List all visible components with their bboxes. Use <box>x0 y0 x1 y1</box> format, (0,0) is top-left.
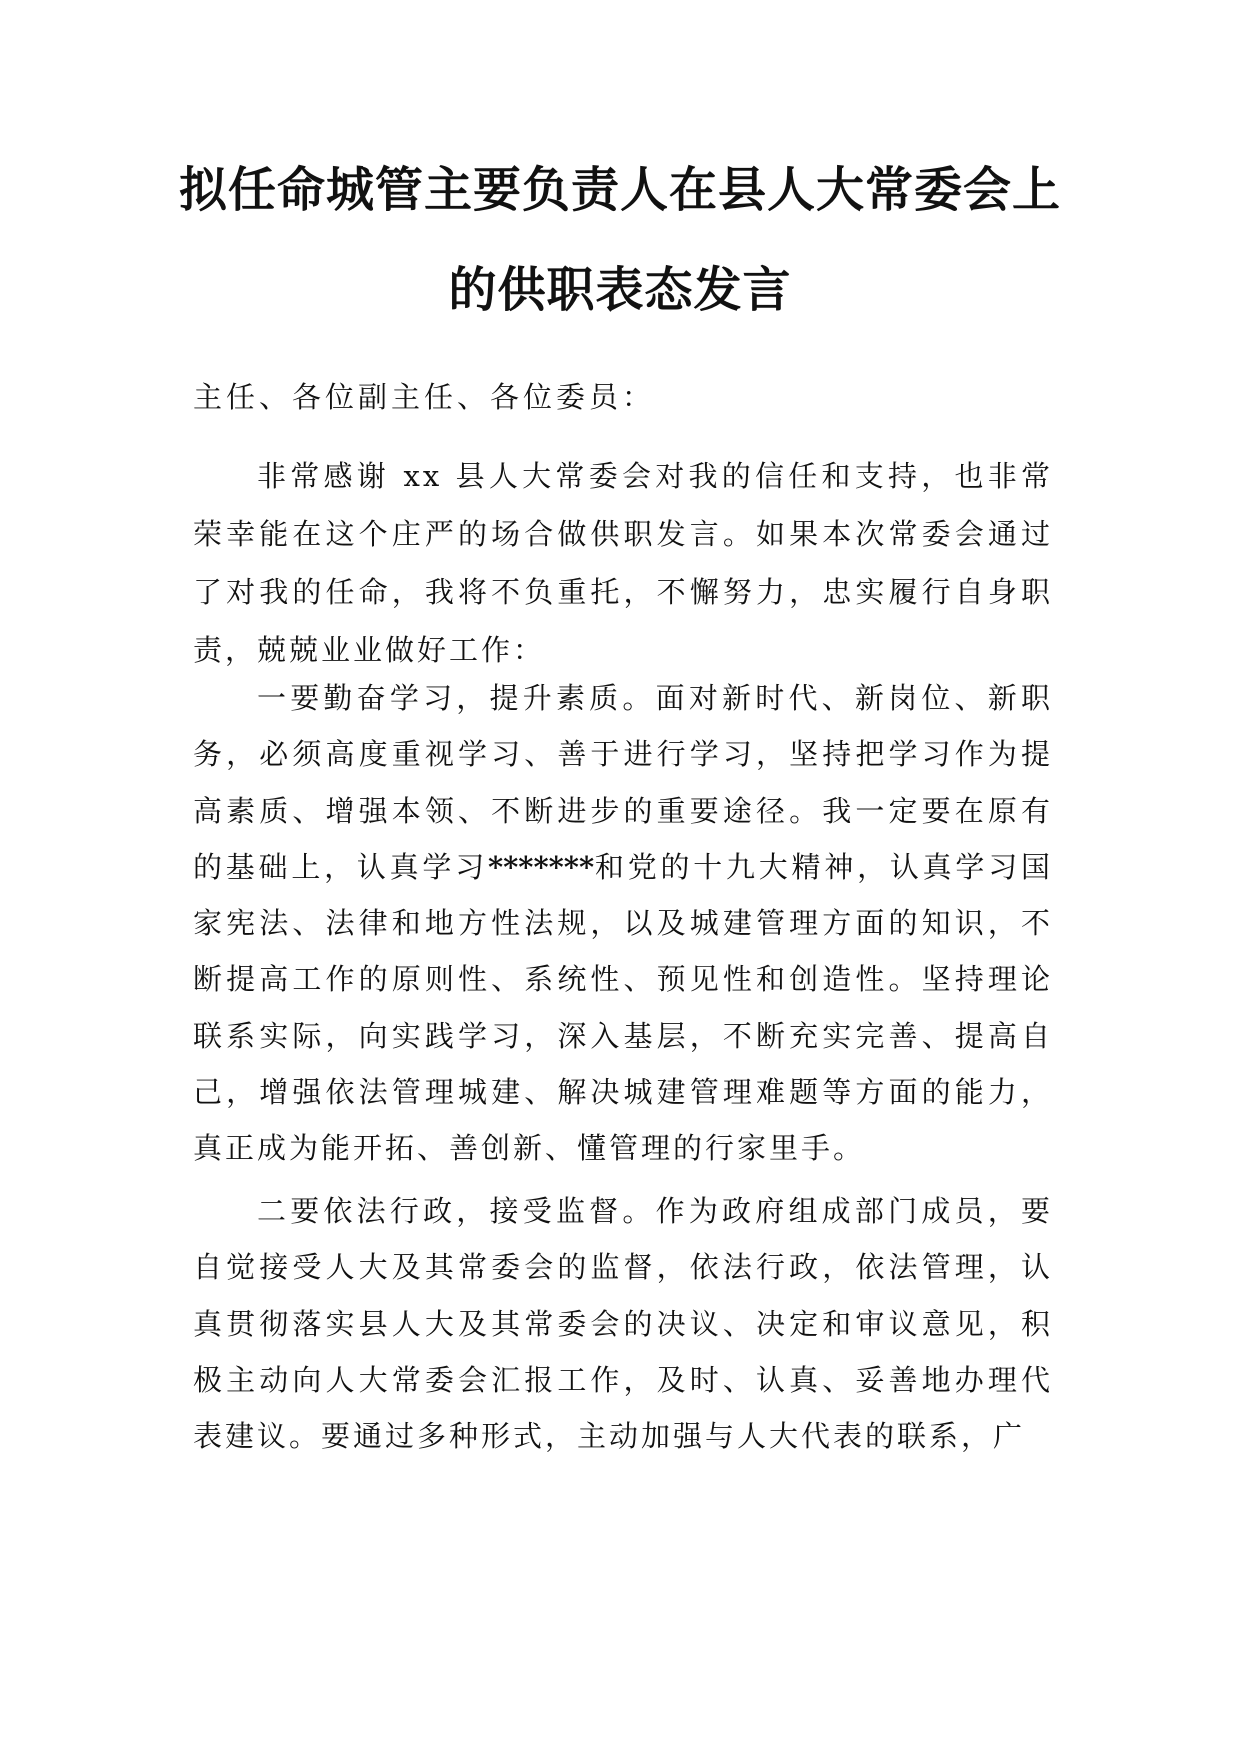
paragraph-2-text-before: 一要勤奋学习，提升素质。面对新时代、新岗位、新职务，必须高度重视学习、善于进行学习，坚持把学习作为提高素质、增强本领、不断进步的重要途径。我一定要在原有的基础上，认真学习 <box>193 681 1053 884</box>
paragraph-1: 非常感谢 xx 县人大常委会对我的信任和支持，也非常荣幸能在这个庄严的场合做供职发言。如果本次常委会通过了对我的任命，我将不负重托，不懈努力，忠实履行自身职责，兢兢业业做好工作： <box>193 459 1053 667</box>
salutation: 主任、各位副主任、各位委员： <box>193 380 656 414</box>
paragraph-2 <box>193 670 1053 1177</box>
document-title-line-1: 拟任命城管主要负责人在县人大常委会上 <box>178 162 1061 218</box>
document-title-line-2: 的供职表态发言 <box>448 262 792 318</box>
paragraph-3: 二要依法行政，接受监督。作为政府组成部门成员，要自觉接受人大及其常委会的监督，依法行政，依法管理，认真贯彻落实县人大及其常委会的决议、决定和审议意见，积极主动向人大常委会汇报工作，及时、认真、妥善地办理代表建议。要通过多种形式，主动加强与人大代表的联系，广 <box>193 1194 1053 1454</box>
redacted-text: ******* <box>487 849 595 884</box>
paragraph-2-text-after: 和党的十九大精神，认真学习国家宪法、法律和地方性法规，以及城建管理方面的知识，不断提高工作的原则性、系统性、预见性和创造性。坚持理论联系实际，向实践学习，深入基层，不断充实完善、提高自己，增强依法管理城建、解决城建管理难题等方面的能力，真正成为能开拓、善创新、懂管理的行家里手。 <box>193 849 1053 1166</box>
